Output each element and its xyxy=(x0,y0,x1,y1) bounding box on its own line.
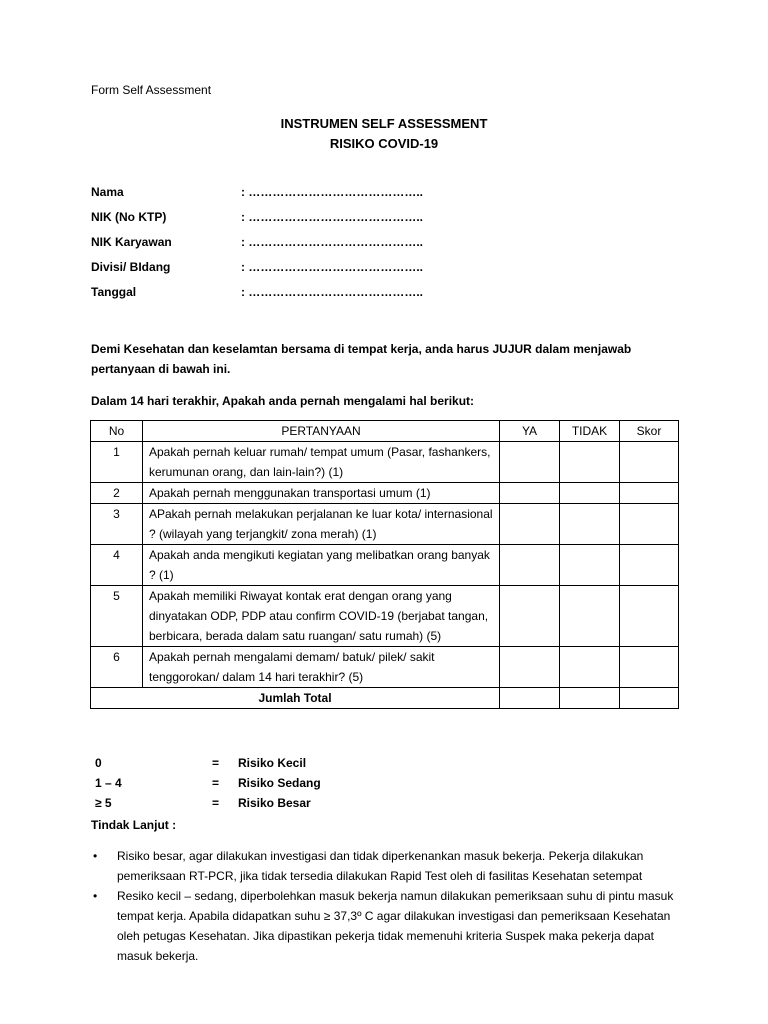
row-number: 5 xyxy=(91,586,143,647)
tidak-cell[interactable] xyxy=(560,545,620,586)
table-row xyxy=(91,504,679,545)
risk-equals: = xyxy=(212,796,220,810)
field-label: Tanggal xyxy=(91,285,137,299)
header-question: PERTANYAAN xyxy=(143,421,500,442)
question-text: Apakah pernah mengalami demam/ batuk/ pilek/ sakit tenggorokan/ dalam 14 hari terakhir? (5) xyxy=(143,647,500,688)
skor-cell[interactable] xyxy=(620,442,679,483)
row-number: 4 xyxy=(91,545,143,586)
question-prompt: Dalam 14 hari terakhir, Apakah anda pernah mengalami hal berikut: xyxy=(91,394,475,408)
skor-cell[interactable] xyxy=(620,647,679,688)
header-tidak: TIDAK xyxy=(560,421,620,442)
assessment-table xyxy=(90,420,679,709)
risk-label: Risiko Sedang xyxy=(238,776,321,790)
risk-value: 1 – 4 xyxy=(95,776,122,790)
intro-paragraph: Demi Kesehatan dan keselamtan bersama di tempat kerja, anda harus JUJUR dalam menjawab pertanyaan di bawah ini. xyxy=(91,342,632,376)
tidak-cell[interactable] xyxy=(560,483,620,504)
list-item-text: Risiko besar, agar dilakukan investigasi dan tidak diperkenankan masuk bekerja. Pekerja dilakukan pemeriksaan RT-PCR, jika tidak tersedia dilakukan Rapid Test oleh di fasilitas Kesehatan setempat xyxy=(117,849,644,883)
total-skor-cell[interactable] xyxy=(620,688,679,709)
ya-cell[interactable] xyxy=(500,586,560,647)
bullet-icon: • xyxy=(93,849,98,863)
form-label: Form Self Assessment xyxy=(91,83,212,97)
ya-cell[interactable] xyxy=(500,442,560,483)
risk-label: Risiko Kecil xyxy=(238,756,307,770)
list-item-text: Resiko kecil – sedang, diperbolehkan masuk bekerja namun dilakukan pemeriksaan suhu di pintu masuk tempat kerja. Apabila didapatkan suhu ≥ 37,3º C agar dilakukan investigasi dan pemeriksaan Kesehatan oleh petugas Kesehatan. Jika dipastikan pekerja tidak memenuhi kriteria Suspek maka pekerja dapat masuk bekerja. xyxy=(117,889,674,963)
field-label: Divisi/ BIdang xyxy=(91,260,171,274)
header-ya: YA xyxy=(500,421,560,442)
row-number: 1 xyxy=(91,442,143,483)
tidak-cell[interactable] xyxy=(560,504,620,545)
skor-cell[interactable] xyxy=(620,483,679,504)
risk-label: Risiko Besar xyxy=(238,796,311,810)
skor-cell[interactable] xyxy=(620,586,679,647)
followup-title: Tindak Lanjut : xyxy=(91,818,177,832)
question-text: Apakah anda mengikuti kegiatan yang melibatkan orang banyak ? (1) xyxy=(143,545,500,586)
question-text: Apakah pernah menggunakan transportasi umum (1) xyxy=(143,483,500,504)
ya-cell[interactable] xyxy=(500,647,560,688)
total-tidak-cell[interactable] xyxy=(560,688,620,709)
field-value[interactable]: : …………………………………….. xyxy=(241,260,423,274)
header-no: No xyxy=(91,421,143,442)
tidak-cell[interactable] xyxy=(560,586,620,647)
risk-value: ≥ 5 xyxy=(95,796,112,810)
row-number: 3 xyxy=(91,504,143,545)
list-item xyxy=(91,846,691,886)
row-number: 6 xyxy=(91,647,143,688)
field-value[interactable]: : …………………………………….. xyxy=(241,210,423,224)
table-row xyxy=(91,586,679,647)
total-label: Jumlah Total xyxy=(91,688,500,709)
table-row xyxy=(91,442,679,483)
risk-value: 0 xyxy=(95,756,102,770)
document-subtitle: RISIKO COVID-19 xyxy=(329,136,439,151)
header-skor: Skor xyxy=(620,421,679,442)
field-label: NIK (No KTP) xyxy=(91,210,167,224)
question-text: APakah pernah melakukan perjalanan ke luar kota/ internasional ? (wilayah yang terjangkit/ zona merah) (1) xyxy=(143,504,500,545)
skor-cell[interactable] xyxy=(620,504,679,545)
field-value[interactable]: : …………………………………….. xyxy=(241,185,423,199)
document-title: INSTRUMEN SELF ASSESSMENT xyxy=(280,116,488,131)
ya-cell[interactable] xyxy=(500,504,560,545)
list-item xyxy=(91,886,691,966)
table-row xyxy=(91,647,679,688)
question-text: Apakah memiliki Riwayat kontak erat dengan orang yang dinyatakan ODP, PDP atau confirm COVID-19 (berjabat tangan, berbicara, berada dalam satu ruangan/ satu rumah) (5) xyxy=(143,586,500,647)
total-ya-cell[interactable] xyxy=(500,688,560,709)
table-row xyxy=(91,483,679,504)
total-row xyxy=(91,688,679,709)
field-label: Nama xyxy=(91,185,124,199)
question-text: Apakah pernah keluar rumah/ tempat umum (Pasar, fashankers, kerumunan orang, dan lain-lain?) (1) xyxy=(143,442,500,483)
tidak-cell[interactable] xyxy=(560,442,620,483)
table-row xyxy=(91,545,679,586)
bullet-icon: • xyxy=(93,889,98,903)
field-value[interactable]: : …………………………………….. xyxy=(241,285,423,299)
followup-list xyxy=(91,846,691,966)
tidak-cell[interactable] xyxy=(560,647,620,688)
field-value[interactable]: : …………………………………….. xyxy=(241,235,423,249)
skor-cell[interactable] xyxy=(620,545,679,586)
risk-equals: = xyxy=(212,756,220,770)
table-header-row xyxy=(91,421,679,442)
row-number: 2 xyxy=(91,483,143,504)
ya-cell[interactable] xyxy=(500,483,560,504)
field-label: NIK Karyawan xyxy=(91,235,172,249)
ya-cell[interactable] xyxy=(500,545,560,586)
risk-equals: = xyxy=(212,776,220,790)
